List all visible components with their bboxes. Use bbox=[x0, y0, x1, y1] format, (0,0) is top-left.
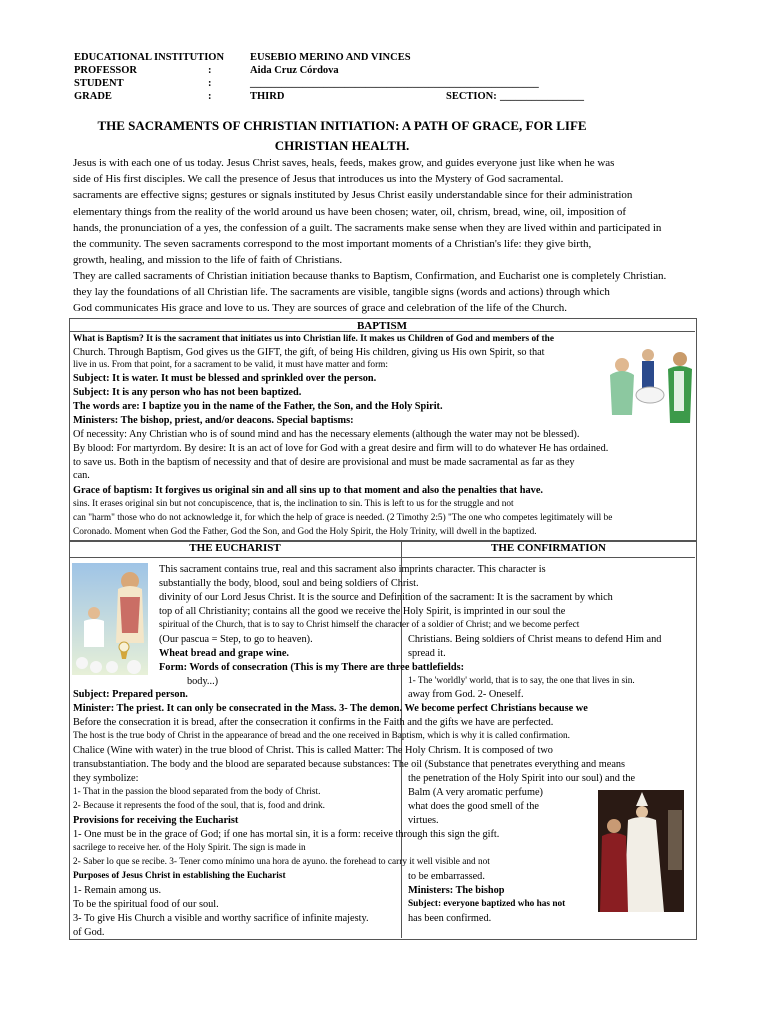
intro-line: the community. The seven sacraments correspond to the most important moments of a Christian's life: they give birth, bbox=[73, 238, 592, 250]
student-blank: _______________________________________________________ bbox=[250, 78, 539, 89]
intro-line: God communicates His grace and love to us. They are sources of grace and celebration of the life of the Church. bbox=[73, 302, 568, 314]
baptism-line: live in us. From that point, for a sacrament to be valid, it must have matter and form: bbox=[73, 360, 388, 370]
confirmation-line: spread it. bbox=[408, 648, 446, 659]
eucharist-line: divinity of our Lord Jesus Christ. It is the source and Definition of the sacrament: It is the sacrament by which bbox=[159, 592, 613, 603]
baptism-line: sins. It erases original sin but not concupiscence, that is, the inclination to sin. This is left to us for the struggle and not bbox=[73, 499, 514, 509]
colon: : bbox=[208, 78, 212, 89]
grade-value: THIRD bbox=[250, 91, 285, 102]
page-title: THE SACRAMENTS OF CHRISTIAN INITIATION: A PATH OF GRACE, FOR LIFE bbox=[97, 118, 587, 133]
eucharist-line: they symbolize: bbox=[73, 773, 139, 784]
professor-value: Aida Cruz Córdova bbox=[250, 65, 339, 76]
baptism-line: can "harm" those who do not acknowledge it, for which the help of grace is needed. (2 Timothy 2:5) "The one who competes legitimately will be bbox=[73, 513, 613, 523]
eucharist-line: body...) bbox=[187, 676, 219, 687]
eucharist-line: spiritual of the Church, that is to say to Christ himself the character of a soldier of Christ; and we become perfect bbox=[159, 620, 580, 630]
eucharist-line: Chalice (Wine with water) in the true blood of Christ. This is called Matter: The Holy Chrism. It is composed of two bbox=[73, 745, 553, 756]
eucharist-line: (Our pascua = Step, to go to heaven). bbox=[159, 634, 313, 645]
grade-label: GRADE bbox=[74, 91, 112, 102]
baptism-scene-image bbox=[600, 345, 695, 427]
eucharist-line: Form: Words of consecration (This is my There are three battlefields: bbox=[159, 662, 465, 673]
confirmation-line: Christians. Being soldiers of Christ means to defend Him and bbox=[408, 634, 662, 645]
confirmation-line: away from God. 2- Oneself. bbox=[408, 689, 524, 700]
eucharist-line: of God. bbox=[73, 927, 105, 938]
baptism-heading-rule bbox=[69, 331, 695, 332]
baptism-line: Coronado. Moment when God the Father, God the Son, and God the Holy Spirit, the Holy Trinity, will dwell in the baptized. bbox=[73, 527, 537, 537]
baptism-line: to save us. Both in the baptism of necessity and that of desire are provisional and must be made sacramental as far as they bbox=[73, 457, 575, 468]
page-title-line2: CHRISTIAN HEALTH. bbox=[274, 138, 410, 153]
section-blank: ________________ bbox=[500, 91, 584, 102]
baptism-line: can. bbox=[73, 470, 90, 481]
eucharist-line: substantially the body, blood, soul and being soldiers of Christ. bbox=[159, 578, 419, 589]
confirmation-line: has been confirmed. bbox=[408, 913, 492, 924]
confirmation-line: 1- The 'worldly' world, that is to say, the one that lives in sin. bbox=[408, 676, 635, 686]
baptism-line: Subject: It is any person who has not been baptized. bbox=[73, 387, 302, 398]
eucharist-line: 2- Because it represents the food of the soul, that is, food and drink. bbox=[73, 801, 325, 811]
intro-line: they lay the foundations of all Christian life. The sacraments are visible, tangible signs (words and actions) through which bbox=[73, 286, 610, 298]
student-label: STUDENT bbox=[74, 78, 124, 89]
baptism-line: Grace of baptism: It forgives us original sin and all sins up to that moment and also the penalties that have. bbox=[73, 485, 543, 496]
eucharist-line: 1- One must be in the grace of God; if one has mortal sin, it is a form: receive through this sign the gift. bbox=[73, 829, 500, 840]
confirmation-bishop-image bbox=[598, 790, 684, 912]
institution-label: EDUCATIONAL INSTITUTION bbox=[74, 52, 225, 63]
eucharist-line: 1- That in the passion the blood separated from the body of Christ. bbox=[73, 787, 321, 797]
eucharist-heading: THE EUCHARIST bbox=[189, 542, 281, 554]
intro-line: elementary things from the reality of the world around us have been chosen; water, oil, chrism, bread, wine, oil, imposition of bbox=[73, 206, 627, 218]
eucharist-line: This sacrament contains true, real and this sacrament also imprints character. This character is bbox=[159, 564, 546, 575]
intro-line: growth, healing, and mission to the life of faith of Christians. bbox=[73, 254, 343, 266]
confirmation-line: virtues. bbox=[408, 815, 439, 826]
confirmation-line: what does the good smell of the bbox=[408, 801, 539, 812]
baptism-line: Subject: It is water. It must be blessed and sprinkled over the person. bbox=[73, 373, 377, 384]
eucharist-line: sacrilege to receive her. of the Holy Spirit. The sign is made in bbox=[73, 843, 306, 853]
table-heading-rule bbox=[69, 557, 695, 558]
intro-line: Jesus is with each one of us today. Jesus Christ saves, heals, feeds, makes grow, and guides everyone just like when he was bbox=[73, 157, 615, 169]
baptism-line: The words are: I baptize you in the name of the Father, the Son, and the Holy Spirit. bbox=[73, 401, 443, 412]
eucharist-line: Minister: The priest. It can only be consecrated in the Mass. 3- The demon. We become perfect Christians because we bbox=[73, 703, 588, 714]
confirmation-line: Subject: everyone baptized who has not bbox=[408, 899, 566, 909]
baptism-heading: BAPTISM bbox=[356, 320, 408, 332]
header-block bbox=[74, 51, 674, 103]
intro-line: sacraments are effective signs; gestures or signals instituted by Jesus Christ easily understandable since for their administration bbox=[73, 189, 633, 201]
eucharist-line: 3- To give His Church a visible and worthy sacrifice of infinite majesty. bbox=[73, 913, 369, 924]
confirmation-heading: THE CONFIRMATION bbox=[491, 542, 606, 554]
eucharist-line: transubstantiation. The body and the blood are separated because substances: The oil (Substance that penetrates everything and means bbox=[73, 759, 626, 770]
professor-label: PROFESSOR bbox=[74, 65, 138, 76]
intro-line: side of His first disciples. We call the presence of Jesus that introduces us into the Mystery of God sacramental. bbox=[73, 173, 564, 185]
section-label: SECTION: bbox=[446, 91, 497, 102]
eucharist-line: 1- Remain among us. bbox=[73, 885, 162, 896]
eucharist-jesus-image bbox=[72, 563, 148, 675]
baptism-line: Of necessity: Any Christian who is of sound mind and has the necessary elements (although the water may not be blessed). bbox=[73, 429, 580, 440]
eucharist-line: Before the consecration it is bread, after the consecration it confirms in the Faith and the gifts we have are perfected. bbox=[73, 717, 554, 728]
eucharist-line: top of all Christianity; contains all the good we receive the Holy Spirit, is imprinted in our soul the bbox=[159, 606, 566, 617]
baptism-line: What is Baptism? It is the sacrament that initiates us into Christian life. It makes us Children of God and members of the bbox=[73, 334, 554, 344]
institution-value: EUSEBIO MERINO AND VINCES bbox=[250, 52, 411, 63]
confirmation-line: the penetration of the Holy Spirit into our soul) and the bbox=[408, 773, 636, 784]
confirmation-line: Ministers: The bishop bbox=[408, 885, 505, 896]
colon: : bbox=[208, 65, 212, 76]
eucharist-line: The host is the true body of Christ in the appearance of bread and the one received in Baptism, which is why it is called confirmation. bbox=[73, 731, 570, 741]
eucharist-line: Wheat bread and grape wine. bbox=[159, 648, 289, 659]
baptism-line: Ministers: The bishop, priest, and/or deacons. Special baptisms: bbox=[73, 415, 354, 426]
confirmation-line: Balm (A very aromatic perfume) bbox=[408, 787, 543, 798]
confirmation-line: to be embarrassed. bbox=[408, 871, 485, 882]
eucharist-line: 2- Saber lo que se recibe. 3- Tener como mínimo una hora de ayuno. the forehead to carry it well visible and not bbox=[73, 857, 490, 867]
eucharist-line: Subject: Prepared person. bbox=[73, 689, 188, 700]
intro-line: They are called sacraments of Christian initiation because thanks to Baptism, Confirmation, and Eucharist one is completely Christian. bbox=[73, 270, 667, 282]
eucharist-line: Provisions for receiving the Eucharist bbox=[73, 815, 239, 826]
intro-line: hands, the pronunciation of a yes, the confession of a guilt. The sacraments make sense when they are lived within and participated in bbox=[73, 222, 662, 234]
eucharist-line: To be the spiritual food of our soul. bbox=[73, 899, 219, 910]
colon: : bbox=[208, 91, 212, 102]
baptism-line: By blood: For martyrdom. By desire: It is an act of love for God with a great desire and firm will to do whatever He has ordained. bbox=[73, 443, 609, 454]
baptism-line: Church. Through Baptism, God gives us the GIFT, the gift, of being His children, giving us His own Spirit, so that bbox=[73, 347, 545, 358]
eucharist-line: Purposes of Jesus Christ in establishing the Eucharist bbox=[73, 871, 286, 881]
